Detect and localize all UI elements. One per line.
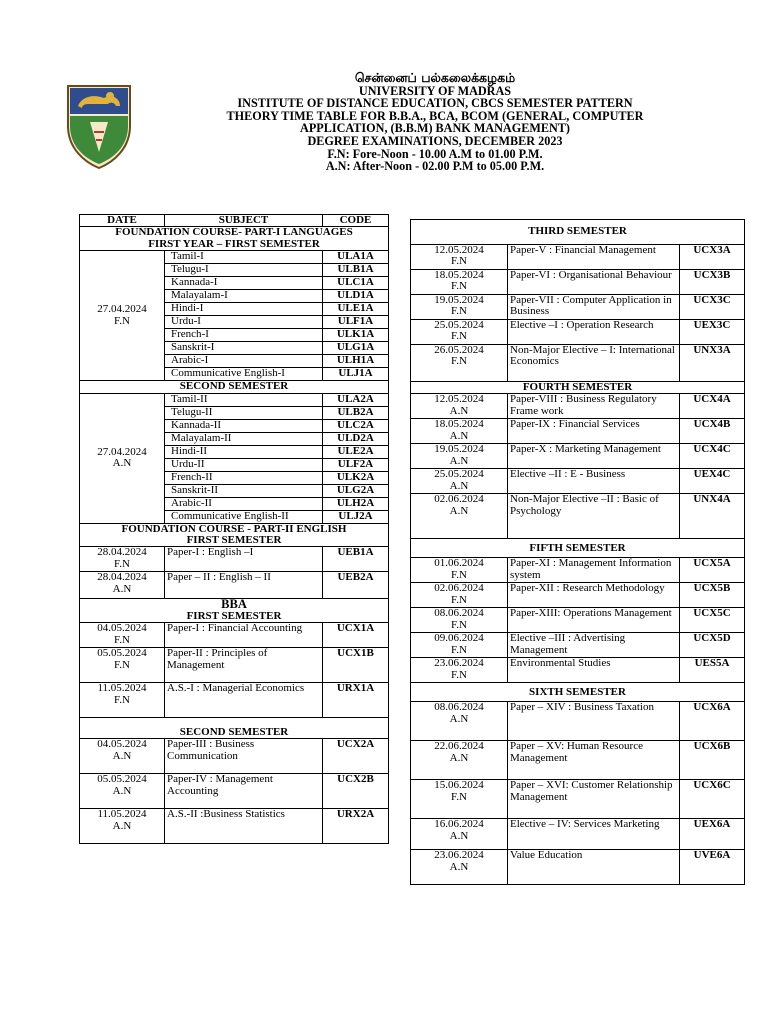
exam-date: 12.05.2024 bbox=[434, 244, 484, 256]
date-cell bbox=[411, 394, 508, 419]
table-row bbox=[411, 780, 745, 819]
table-row bbox=[80, 774, 389, 809]
subject-cell: Paper-VII : Computer Application in Business bbox=[508, 295, 680, 320]
table-row bbox=[411, 850, 745, 885]
code-cell: UCX5B bbox=[680, 583, 745, 608]
date-cell bbox=[411, 558, 508, 583]
table-row bbox=[80, 809, 389, 844]
subject-cell: A.S.-I : Managerial Economics bbox=[165, 683, 323, 718]
subject-cell: Tamil-II bbox=[165, 393, 323, 406]
subject-cell: Urdu-I bbox=[165, 316, 323, 329]
tamil-title: சென்னைப் பல்கலைக்கழகம் bbox=[354, 70, 516, 85]
table-row bbox=[80, 739, 389, 774]
table-row bbox=[411, 345, 745, 382]
code-cell: UEX6A bbox=[680, 819, 745, 850]
code-cell: URX1A bbox=[323, 683, 389, 718]
table-row bbox=[80, 572, 389, 599]
date-cell bbox=[411, 419, 508, 444]
date-cell bbox=[411, 270, 508, 295]
first-semester-heading: FIRST SEMESTER bbox=[186, 534, 282, 547]
exam-session: A.N bbox=[449, 829, 469, 842]
exam-date: 25.05.2024 bbox=[434, 319, 484, 331]
exam-session: F.N bbox=[114, 658, 130, 671]
table-row bbox=[411, 558, 745, 583]
exam-session: A.N bbox=[449, 454, 469, 467]
table-row bbox=[411, 295, 745, 320]
exam-date: 18.05.2024 bbox=[434, 418, 484, 431]
exam-date: 28.04.2024 bbox=[97, 546, 147, 559]
subject-cell: Tamil-I bbox=[165, 251, 323, 264]
exam-date: 05.05.2024 bbox=[97, 773, 147, 786]
table-row bbox=[80, 393, 389, 406]
table-row bbox=[411, 819, 745, 850]
exam-session: F.N bbox=[451, 330, 467, 343]
table-row bbox=[411, 320, 745, 345]
subject-cell: A.S.-II :Business Statistics bbox=[165, 809, 323, 844]
subject-cell: Kannada-I bbox=[165, 277, 323, 290]
table-row bbox=[411, 394, 745, 419]
subject-cell: Paper-XIII: Operations Management bbox=[508, 608, 680, 633]
date-cell bbox=[411, 780, 508, 819]
date-cell bbox=[411, 850, 508, 885]
exam-date: 11.05.2024 bbox=[97, 682, 147, 695]
exam-session: A.N bbox=[449, 860, 469, 873]
exam-session: A.N bbox=[112, 784, 132, 797]
exam-date: 25.05.2024 bbox=[434, 468, 484, 481]
exam-date: 02.06.2024 bbox=[434, 493, 484, 506]
subject-cell: Paper-X : Marketing Management bbox=[508, 444, 680, 469]
code-cell: ULB1A bbox=[323, 264, 389, 277]
subject-cell: Paper-VI : Organisational Behaviour bbox=[508, 270, 680, 295]
exam-session: F.N bbox=[451, 255, 467, 268]
subject-cell: Value Education bbox=[508, 850, 680, 885]
table-row bbox=[411, 444, 745, 469]
date-cell bbox=[411, 658, 508, 683]
exam-session: F.N bbox=[451, 643, 467, 656]
exam-session: F.N bbox=[451, 355, 467, 368]
code-cell: ULD2A bbox=[323, 432, 389, 445]
exam-date: 01.06.2024 bbox=[434, 557, 484, 570]
subject-cell: Kannada-II bbox=[165, 419, 323, 432]
subject-cell: Elective –III : Advertising Management bbox=[508, 633, 680, 658]
subject-cell: Telugu-II bbox=[165, 406, 323, 419]
subject-cell: Urdu-II bbox=[165, 458, 323, 471]
table-row bbox=[80, 648, 389, 683]
exam-date: 09.06.2024 bbox=[434, 632, 484, 645]
code-cell: UNX3A bbox=[680, 345, 745, 382]
subject-cell: Paper – XV: Human Resource Management bbox=[508, 741, 680, 780]
date-cell bbox=[411, 819, 508, 850]
subject-cell: Elective –II : E - Business bbox=[508, 469, 680, 494]
code-cell: UCX3A bbox=[680, 245, 745, 270]
subject-cell: French-II bbox=[165, 471, 323, 484]
section-heading: SIXTH SEMESTER bbox=[411, 683, 745, 702]
section-heading: SECOND SEMESTER bbox=[80, 718, 389, 739]
subject-cell: Paper-V : Financial Management bbox=[508, 245, 680, 270]
column-header-date: DATE bbox=[80, 215, 165, 227]
code-cell: UEB1A bbox=[323, 547, 389, 572]
date-cell bbox=[80, 774, 165, 809]
subject-cell: Arabic-I bbox=[165, 355, 323, 368]
table-row bbox=[80, 683, 389, 718]
subject-cell: Paper-XII : Research Methodology bbox=[508, 583, 680, 608]
exam-session: F.N bbox=[451, 568, 467, 581]
date-cell bbox=[80, 739, 165, 774]
exam-session: F.N bbox=[451, 668, 467, 681]
subject-cell: Paper-II : Principles of Management bbox=[165, 648, 323, 683]
subject-cell: Paper – XIV : Business Taxation bbox=[508, 702, 680, 741]
exam-date: 19.05.2024 bbox=[434, 294, 484, 306]
subject-cell: Paper-VIII : Business Regulatory Frame work bbox=[508, 394, 680, 419]
code-cell: ULK2A bbox=[323, 471, 389, 484]
code-cell: UVE6A bbox=[680, 850, 745, 885]
exam-session: A.N bbox=[449, 504, 469, 517]
subject-cell: Paper-III : Business Communication bbox=[165, 739, 323, 774]
code-cell: ULJ2A bbox=[323, 510, 389, 523]
code-cell: UCX6B bbox=[680, 741, 745, 780]
university-name: UNIVERSITY OF MADRAS bbox=[358, 83, 512, 98]
table-row bbox=[411, 702, 745, 741]
code-cell: ULK1A bbox=[323, 329, 389, 342]
right-timetable bbox=[410, 219, 745, 885]
exam-session: F.N bbox=[114, 633, 130, 646]
exam-session: F.N bbox=[451, 618, 467, 631]
exam-date: 04.05.2024 bbox=[97, 622, 147, 635]
subject-cell: Hindi-I bbox=[165, 303, 323, 316]
code-cell: URX2A bbox=[323, 809, 389, 844]
section-heading: SECOND SEMESTER bbox=[80, 381, 389, 393]
date-cell bbox=[411, 295, 508, 320]
date-cell bbox=[411, 741, 508, 780]
code-cell: UEB2A bbox=[323, 572, 389, 599]
code-cell: UCX5C bbox=[680, 608, 745, 633]
code-cell: UCX6A bbox=[680, 702, 745, 741]
foundation-course-2: FOUNDATION COURSE - PART-II ENGLISH bbox=[121, 523, 347, 535]
university-logo bbox=[60, 82, 138, 170]
exam-date: 12.05.2024 bbox=[434, 393, 484, 406]
code-cell: UCX4A bbox=[680, 394, 745, 419]
code-cell: UEX3C bbox=[680, 320, 745, 345]
exam-date: 18.05.2024 bbox=[434, 269, 484, 281]
code-cell: UCX1B bbox=[323, 648, 389, 683]
section-heading bbox=[80, 523, 389, 547]
date-cell bbox=[411, 444, 508, 469]
code-cell: ULC2A bbox=[323, 419, 389, 432]
code-cell: ULD1A bbox=[323, 290, 389, 303]
institute-name: INSTITUTE OF DISTANCE EDUCATION, CBCS SEMESTER PATTERN bbox=[237, 96, 633, 111]
date-cell bbox=[411, 345, 508, 382]
exam-session: F.N bbox=[114, 693, 130, 706]
subject-cell: Malayalam-I bbox=[165, 290, 323, 303]
exam-date: 08.06.2024 bbox=[434, 607, 484, 620]
subject-cell: Sanskrit-I bbox=[165, 342, 323, 355]
table-row bbox=[411, 633, 745, 658]
exam-session: F.N bbox=[451, 305, 467, 318]
subject-cell: Communicative English-II bbox=[165, 510, 323, 523]
subject-cell: Paper-XI : Management Information system bbox=[508, 558, 680, 583]
code-cell: UES5A bbox=[680, 658, 745, 683]
exam-date: 15.06.2024 bbox=[434, 779, 484, 792]
code-cell: UCX2B bbox=[323, 774, 389, 809]
exam-date: 22.06.2024 bbox=[434, 740, 484, 753]
date-cell bbox=[80, 572, 165, 599]
subject-cell: Elective – IV: Services Marketing bbox=[508, 819, 680, 850]
section-heading bbox=[80, 227, 389, 251]
code-cell: ULG1A bbox=[323, 342, 389, 355]
table-row bbox=[411, 608, 745, 633]
code-cell: UEX4C bbox=[680, 469, 745, 494]
date-cell bbox=[80, 251, 165, 381]
table-row bbox=[411, 583, 745, 608]
code-cell: ULH1A bbox=[323, 355, 389, 368]
code-cell: ULF1A bbox=[323, 316, 389, 329]
exam-session: A.N bbox=[449, 751, 469, 764]
code-cell: UCX4B bbox=[680, 419, 745, 444]
exam-session: F.N bbox=[114, 557, 130, 570]
exam-date: 05.05.2024 bbox=[97, 647, 147, 660]
date-cell bbox=[80, 393, 165, 523]
subject-cell: French-I bbox=[165, 329, 323, 342]
code-cell: UCX5A bbox=[680, 558, 745, 583]
subject-cell: Malayalam-II bbox=[165, 432, 323, 445]
first-year-first-semester: FIRST YEAR – FIRST SEMESTER bbox=[148, 237, 320, 250]
exam-session: A.N bbox=[112, 819, 132, 832]
date-cell bbox=[411, 583, 508, 608]
an-timing: A.N: After-Noon - 02.00 P.M to 05.00 P.M. bbox=[325, 159, 545, 174]
table-row bbox=[80, 251, 389, 264]
date-cell bbox=[411, 245, 508, 270]
code-cell: ULE2A bbox=[323, 445, 389, 458]
subject-cell: Non-Major Elective –II : Basic of Psychology bbox=[508, 494, 680, 539]
code-cell: UCX5D bbox=[680, 633, 745, 658]
left-timetable bbox=[79, 214, 389, 844]
exam-date: 27.04.2024 bbox=[97, 303, 147, 316]
date-cell bbox=[80, 809, 165, 844]
exam-date: 26.05.2024 bbox=[434, 344, 484, 356]
date-cell bbox=[411, 469, 508, 494]
exam-session: A.N bbox=[449, 479, 469, 492]
code-cell: ULC1A bbox=[323, 277, 389, 290]
code-cell: UNX4A bbox=[680, 494, 745, 539]
bba-heading: BBA bbox=[221, 598, 247, 612]
code-cell: ULF2A bbox=[323, 458, 389, 471]
subject-cell: Paper-I : English –I bbox=[165, 547, 323, 572]
exam-date: 16.06.2024 bbox=[434, 818, 484, 831]
exam-date: 11.05.2024 bbox=[97, 808, 147, 821]
section-heading bbox=[80, 599, 389, 623]
exam-session: A.N bbox=[449, 404, 469, 417]
document-header bbox=[150, 72, 720, 173]
date-cell bbox=[80, 623, 165, 648]
subject-cell: Paper-IX : Financial Services bbox=[508, 419, 680, 444]
code-cell: UCX3C bbox=[680, 295, 745, 320]
column-header-subject: SUBJECT bbox=[165, 215, 323, 227]
table-row bbox=[411, 270, 745, 295]
exam-session: A.N bbox=[112, 749, 132, 762]
subject-cell: Paper – II : English – II bbox=[165, 572, 323, 599]
subject-cell: Elective –I : Operation Research bbox=[508, 320, 680, 345]
code-cell: ULB2A bbox=[323, 406, 389, 419]
exam-date: 19.05.2024 bbox=[434, 443, 484, 456]
exam-session: F.N bbox=[114, 314, 130, 327]
exam-session: F.N bbox=[451, 593, 467, 606]
exam-session: A.N bbox=[112, 582, 132, 595]
section-heading: FOURTH SEMESTER bbox=[411, 382, 745, 394]
exam-date: 08.06.2024 bbox=[434, 701, 484, 714]
subject-cell: Paper-I : Financial Accounting bbox=[165, 623, 323, 648]
exam-session: A.N bbox=[112, 457, 132, 470]
code-cell: UCX2A bbox=[323, 739, 389, 774]
subject-cell: Sanskrit-II bbox=[165, 484, 323, 497]
table-row bbox=[411, 658, 745, 683]
date-cell bbox=[80, 683, 165, 718]
table-row bbox=[411, 469, 745, 494]
subject-cell: Paper-IV : Management Accounting bbox=[165, 774, 323, 809]
date-cell bbox=[411, 702, 508, 741]
date-cell bbox=[411, 320, 508, 345]
table-row bbox=[411, 494, 745, 539]
exam-date: 04.05.2024 bbox=[97, 738, 147, 751]
subject-cell: Non-Major Elective – I: International Economics bbox=[508, 345, 680, 382]
section-heading: FIFTH SEMESTER bbox=[411, 539, 745, 558]
timetable-title: THEORY TIME TABLE FOR B.B.A., BCA, BCOM (GENERAL, COMPUTER bbox=[226, 108, 644, 123]
exam-title: DEGREE EXAMINATIONS, DECEMBER 2023 bbox=[307, 133, 563, 148]
code-cell: ULJ1A bbox=[323, 368, 389, 381]
date-cell bbox=[411, 608, 508, 633]
exam-session: A.N bbox=[449, 429, 469, 442]
date-cell bbox=[80, 648, 165, 683]
table-row bbox=[80, 623, 389, 648]
timetable-title-cont: APPLICATION, (B.B.M) BANK MANAGEMENT) bbox=[300, 121, 570, 136]
code-cell: UCX1A bbox=[323, 623, 389, 648]
table-row bbox=[80, 547, 389, 572]
code-cell: UCX3B bbox=[680, 270, 745, 295]
subject-cell: Arabic-II bbox=[165, 497, 323, 510]
subject-cell: Paper – XVI: Customer Relationship Management bbox=[508, 780, 680, 819]
exam-session: A.N bbox=[449, 712, 469, 725]
table-row bbox=[411, 419, 745, 444]
exam-date: 02.06.2024 bbox=[434, 582, 484, 595]
bba-first-semester: FIRST SEMESTER bbox=[186, 609, 282, 622]
exam-date: 23.06.2024 bbox=[434, 849, 484, 862]
section-heading: THIRD SEMESTER bbox=[411, 220, 745, 245]
code-cell: ULA1A bbox=[323, 251, 389, 264]
subject-cell: Hindi-II bbox=[165, 445, 323, 458]
subject-cell: Telugu-I bbox=[165, 264, 323, 277]
date-cell bbox=[80, 547, 165, 572]
date-cell bbox=[411, 633, 508, 658]
table-row bbox=[411, 741, 745, 780]
exam-session: F.N bbox=[451, 280, 467, 293]
code-cell: ULE1A bbox=[323, 303, 389, 316]
table-row bbox=[411, 245, 745, 270]
column-header-code: CODE bbox=[323, 215, 389, 227]
exam-date: 28.04.2024 bbox=[97, 571, 147, 584]
code-cell: UCX6C bbox=[680, 780, 745, 819]
exam-date: 23.06.2024 bbox=[434, 657, 484, 670]
code-cell: ULH2A bbox=[323, 497, 389, 510]
code-cell: ULA2A bbox=[323, 393, 389, 406]
date-cell bbox=[411, 494, 508, 539]
subject-cell: Communicative English-I bbox=[165, 368, 323, 381]
subject-cell: Environmental Studies bbox=[508, 658, 680, 683]
exam-session: F.N bbox=[451, 790, 467, 803]
code-cell: ULG2A bbox=[323, 484, 389, 497]
exam-date: 27.04.2024 bbox=[97, 445, 147, 458]
fn-timing: F.N: Fore-Noon - 10.00 A.M to 01.00 P.M. bbox=[327, 146, 543, 161]
code-cell: UCX4C bbox=[680, 444, 745, 469]
foundation-course-1: FOUNDATION COURSE- PART-I LANGUAGES bbox=[115, 226, 353, 239]
